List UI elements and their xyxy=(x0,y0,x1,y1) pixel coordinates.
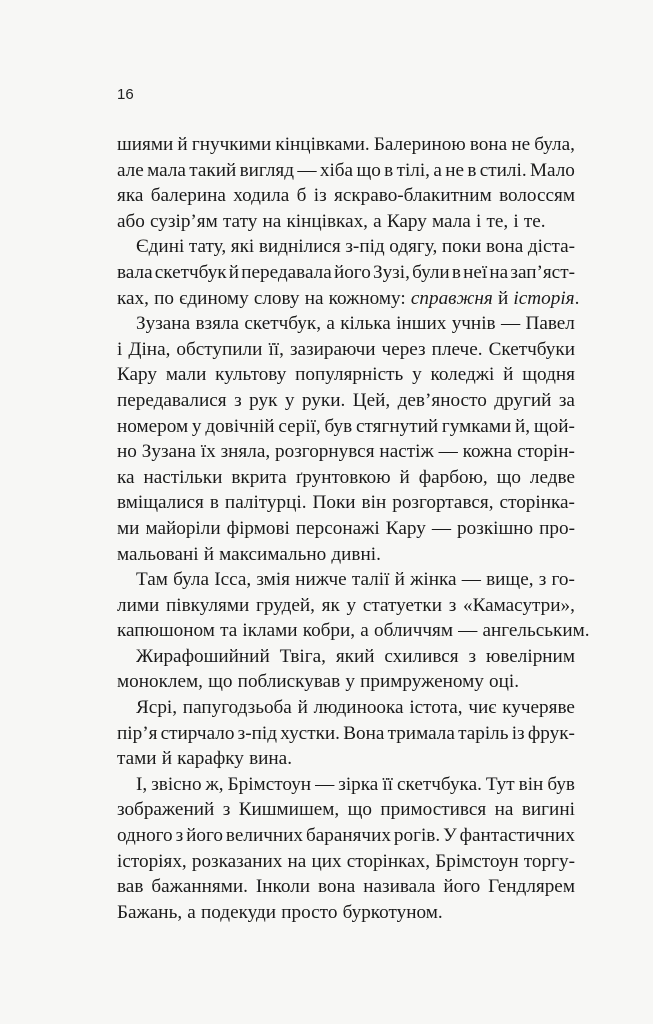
text-line: моноклем, що поблискував у примруженому оці. xyxy=(117,671,520,693)
paragraph xyxy=(117,772,575,926)
text-line: вав бажаннями. Інколи вона називала його Гендлярем xyxy=(117,876,575,898)
paragraph xyxy=(117,311,575,567)
text-line: ка настільки вкрита ґрунтовкою й фарбою, що ледве xyxy=(117,466,575,488)
text-line: мальовані й максимально дивні. xyxy=(117,543,381,565)
text-line: ках, по єдиному слову на кожному: справжня й історія. xyxy=(117,287,580,309)
text-line: Жирафошийний Твіга, який схилився з ювелірним xyxy=(136,645,575,667)
text-line: Єдині тату, які виднілися з-під одягу, поки вона діста- xyxy=(136,236,575,258)
text-line: лими півкулями грудей, як у статуетки з «Камасутри», xyxy=(117,594,575,616)
text-line: вала скетчбук й передавала його Зузі, були в неї на зап’яст- xyxy=(117,261,575,283)
paragraph xyxy=(117,132,575,234)
text-line: Зузана взяла скетчбук, а кілька інших учнів — Павел xyxy=(136,313,575,335)
text-line: одного з його величних баранячих рогів. У фантастичних xyxy=(117,825,575,847)
text-line: пір’я стирчало з-під хустки. Вона тримала таріль із фрук- xyxy=(117,722,575,744)
text-line: і Діна, обступили її, зазираючи через плече. Скетчбуки xyxy=(117,338,575,360)
text-line: зображений з Кишмишем, що примостився на вигині xyxy=(117,799,575,821)
body-text xyxy=(117,132,590,925)
text-line: капюшоном та іклами кобри, а обличчям — ангельським. xyxy=(117,620,590,642)
text-line: або сузір’ям тату на кінцівках, а Кару мала і те, і те. xyxy=(117,210,546,232)
paragraph xyxy=(117,695,575,772)
text-line: шиями й гнучкими кінцівками. Балериною вона не була, xyxy=(117,134,575,155)
text-line: номером у довічній серії, був стягнутий гумками й, щой- xyxy=(117,415,575,437)
text-line: Бажань, а подекуди просто буркотуном. xyxy=(117,901,443,923)
text-line: тами й карафку вина. xyxy=(117,748,292,770)
text-line: Ясрі, папугодзьоба й людиноока істота, чиє кучеряве xyxy=(136,697,575,719)
text-line: але мала такий вигляд — хіба що в тілі, а не в стилі. Мало xyxy=(117,159,575,181)
text-line: історіях, розказаних на цих сторінках, Брімстоун торгу- xyxy=(117,850,575,872)
text-line: передавалися з рук у руки. Цей, дев’яносто другий за xyxy=(117,389,575,411)
text-line: но Зузана їх зняла, розгорнувся настіж — кожна сторін- xyxy=(117,441,575,463)
text-line: Там була Ісса, змія нижче талії й жінка — вище, з го- xyxy=(136,569,575,591)
paragraph xyxy=(117,644,575,695)
text-line: вміщалися в палітурці. Поки він розгортався, сторінка- xyxy=(117,492,575,514)
text-line: яка балерина ходила б із яскраво-блакитним волоссям xyxy=(117,185,575,207)
paragraph xyxy=(117,567,590,644)
text-line: І, звісно ж, Брімстоун — зірка її скетчбука. Тут він був xyxy=(136,773,575,795)
text-line: Кару мали культову популярність у коледжі й щодня xyxy=(117,364,575,386)
text-line: ми майоріли фірмові персонажі Кару — розкішно про- xyxy=(117,517,575,539)
paragraph xyxy=(117,234,580,311)
page-number: 16 xyxy=(117,86,134,103)
